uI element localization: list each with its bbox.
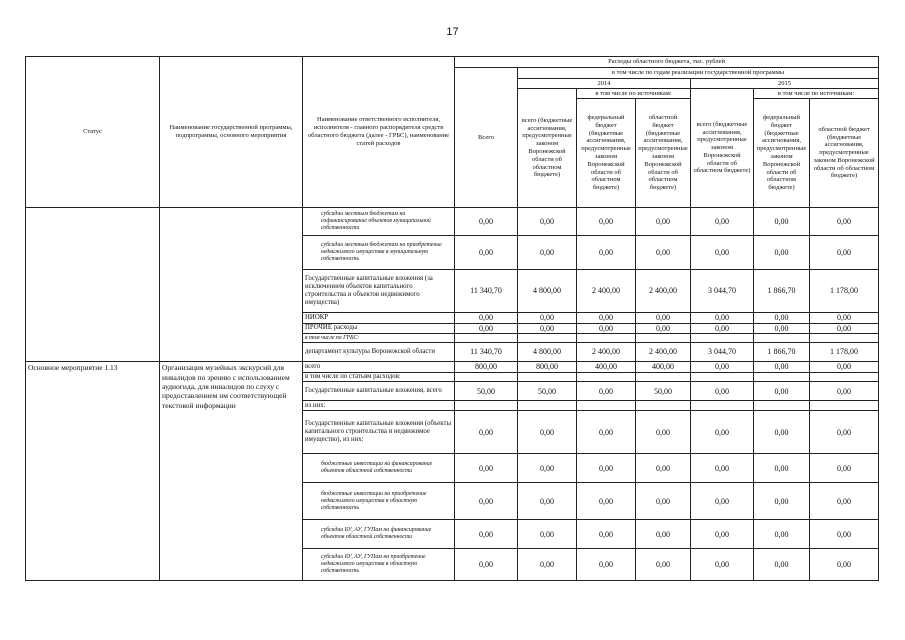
cell-y1-total: 50,00 (518, 382, 577, 401)
cell-total: 800,00 (455, 362, 518, 373)
cell-y1-total: 0,00 (518, 313, 577, 324)
cell-y1-total (518, 401, 577, 411)
cell-y1-regional: 0,00 (636, 208, 691, 236)
cell-y1-regional (636, 334, 691, 343)
cell-y2-federal: 0,00 (754, 362, 810, 373)
cell-y2-total: 0,00 (691, 520, 754, 549)
header-year-2015: 2015 (691, 79, 879, 89)
cell-y1-regional: 2 400,00 (636, 343, 691, 362)
cell-total (455, 373, 518, 382)
cell-total: 0,00 (455, 323, 518, 334)
cell-y2-regional: 1 178,00 (810, 270, 879, 313)
header-year2-regional: областной бюджет (бюджетные ассигнования, предусмотренные законом Воронежской области об областном бюджете) (810, 99, 879, 208)
cell-y1-federal: 0,00 (577, 454, 636, 483)
cell-y2-federal: 0,00 (754, 236, 810, 270)
program-cell-continued (160, 208, 303, 362)
cell-y2-total: 0,00 (691, 362, 754, 373)
cell-y2-total: 0,00 (691, 411, 754, 454)
header-executor: Наименование ответственного исполнителя, исполнителя - главного распорядителя средств областного бюджета (далее - ГРБС), наименование статей расходов (303, 57, 455, 208)
cell-y1-federal: 400,00 (577, 362, 636, 373)
header-year1-total: всего (бюджетные ассигнования, предусмотренные законом Воронежской области об областном бюджете) (518, 89, 577, 208)
cell-total (455, 401, 518, 411)
cell-y1-total: 0,00 (518, 483, 577, 520)
row-label: всего (303, 362, 455, 373)
cell-y2-regional: 0,00 (810, 208, 879, 236)
header-year2-total: всего (бюджетные ассигнования, предусмотренные законом Воронежской области об областном бюджете) (691, 89, 754, 208)
row-label: субсидии БУ, АУ, ГУПам на финансирование объектов областной собственности (303, 520, 455, 549)
cell-y1-total: 0,00 (518, 411, 577, 454)
cell-y1-total: 0,00 (518, 208, 577, 236)
cell-y2-regional: 0,00 (810, 411, 879, 454)
cell-y2-regional (810, 373, 879, 382)
cell-y1-federal: 0,00 (577, 323, 636, 334)
cell-y2-total: 0,00 (691, 236, 754, 270)
cell-total: 0,00 (455, 549, 518, 581)
cell-y2-federal: 0,00 (754, 323, 810, 334)
cell-y2-federal: 0,00 (754, 454, 810, 483)
cell-y1-regional: 0,00 (636, 549, 691, 581)
cell-y1-total: 0,00 (518, 549, 577, 581)
row-label: в том числе по статьям расходов: (303, 373, 455, 382)
row-label: Государственные капитальные вложения (объекты капитального строительства и недвижимое имущество), из них: (303, 411, 455, 454)
event-name: Организация музейных экскурсий для инвалидов по зрению с использованием аудиогида, для инвалидов по слуху с предоставлением им соответствующей текстовой информации (160, 362, 303, 581)
cell-y1-total: 800,00 (518, 362, 577, 373)
cell-y2-total: 0,00 (691, 454, 754, 483)
cell-y1-total (518, 334, 577, 343)
cell-y2-federal: 1 866,70 (754, 270, 810, 313)
page-number: 17 (446, 26, 459, 38)
row-label: бюджетные инвестиции на финансирование объектов областной собственности (303, 454, 455, 483)
header-status: Статус (26, 57, 160, 208)
cell-total: 0,00 (455, 208, 518, 236)
cell-y1-regional: 50,00 (636, 382, 691, 401)
header-program-name: Наименование государственной программы, подпрограммы, основного мероприятия (160, 57, 303, 208)
event-status: Основное мероприятие 1.13 (26, 362, 160, 581)
cell-y2-total: 0,00 (691, 549, 754, 581)
cell-y2-total (691, 401, 754, 411)
cell-y2-regional: 0,00 (810, 382, 879, 401)
cell-y1-federal: 0,00 (577, 382, 636, 401)
cell-y2-federal: 0,00 (754, 382, 810, 401)
header-total: Всего (455, 68, 518, 208)
cell-y1-total: 0,00 (518, 454, 577, 483)
cell-total (455, 334, 518, 343)
cell-total: 0,00 (455, 454, 518, 483)
cell-y2-regional: 0,00 (810, 236, 879, 270)
cell-y2-federal: 0,00 (754, 520, 810, 549)
cell-y2-total: 0,00 (691, 382, 754, 401)
cell-total: 0,00 (455, 411, 518, 454)
cell-y2-total: 0,00 (691, 208, 754, 236)
cell-y2-federal: 0,00 (754, 208, 810, 236)
cell-y1-federal (577, 334, 636, 343)
cell-y2-federal: 0,00 (754, 313, 810, 324)
row-label: из них: (303, 401, 455, 411)
cell-y1-regional: 0,00 (636, 454, 691, 483)
cell-total: 11 340,70 (455, 343, 518, 362)
cell-y1-federal: 0,00 (577, 411, 636, 454)
row-label: Государственные капитальные вложения (за исключением объектов капитального строительства и объектов недвижимого имущества) (303, 270, 455, 313)
cell-y2-federal: 1 866,70 (754, 343, 810, 362)
cell-y1-regional (636, 401, 691, 411)
cell-y2-total: 3 044,70 (691, 270, 754, 313)
cell-y1-federal: 0,00 (577, 520, 636, 549)
cell-y1-total: 0,00 (518, 323, 577, 334)
cell-y2-total (691, 373, 754, 382)
cell-y2-federal (754, 401, 810, 411)
row-label: департамент культуры Воронежской области (303, 343, 455, 362)
cell-y1-total: 0,00 (518, 520, 577, 549)
cell-y1-regional: 0,00 (636, 520, 691, 549)
cell-y2-regional: 0,00 (810, 549, 879, 581)
cell-y2-federal: 0,00 (754, 411, 810, 454)
cell-y2-total: 0,00 (691, 323, 754, 334)
cell-total: 0,00 (455, 313, 518, 324)
status-cell-continued (26, 208, 160, 362)
row-label: субсидии БУ, АУ, ГУПам на приобретение недвижимого имущества в областную собственность (303, 549, 455, 581)
row-label: ПРОЧИЕ расходы (303, 323, 455, 334)
cell-y2-total: 0,00 (691, 313, 754, 324)
cell-y1-total (518, 373, 577, 382)
budget-table (25, 56, 879, 581)
cell-y2-regional: 0,00 (810, 520, 879, 549)
cell-y1-regional (636, 373, 691, 382)
header-year1-sources: в том числе по источникам: (577, 89, 691, 99)
cell-y2-total: 0,00 (691, 483, 754, 520)
cell-y2-federal: 0,00 (754, 483, 810, 520)
cell-y1-total: 0,00 (518, 236, 577, 270)
cell-y1-federal (577, 373, 636, 382)
cell-y2-regional: 0,00 (810, 454, 879, 483)
header-expenses: Расходы областного бюджета, тыс. рублей (455, 57, 879, 68)
cell-y1-federal: 0,00 (577, 549, 636, 581)
cell-y1-regional: 0,00 (636, 323, 691, 334)
cell-y2-total: 3 044,70 (691, 343, 754, 362)
header-by-years: в том числе по годам реализации государственной программы (518, 68, 879, 79)
cell-y2-regional: 1 178,00 (810, 343, 879, 362)
cell-y1-federal: 0,00 (577, 483, 636, 520)
cell-y2-regional: 0,00 (810, 362, 879, 373)
cell-y1-federal (577, 401, 636, 411)
header-year1-regional: областной бюджет (бюджетные ассигнования, предусмотренные законом Воронежской области об областном бюджете) (636, 99, 691, 208)
cell-y2-federal (754, 334, 810, 343)
cell-total: 0,00 (455, 236, 518, 270)
cell-y1-federal: 0,00 (577, 313, 636, 324)
cell-y1-federal: 2 400,00 (577, 270, 636, 313)
cell-y1-federal: 0,00 (577, 236, 636, 270)
row-label: субсидии местным бюджетам на софинансирование объектов муниципальной собственности (303, 208, 455, 236)
cell-y2-regional (810, 401, 879, 411)
cell-total: 0,00 (455, 520, 518, 549)
header-year1-federal: федеральный бюджет (бюджетные ассигнования, предусмотренные законом Воронежской области об областном бюджете) (577, 99, 636, 208)
cell-y1-regional: 0,00 (636, 483, 691, 520)
cell-y1-regional: 0,00 (636, 411, 691, 454)
cell-total: 11 340,70 (455, 270, 518, 313)
row-label: Государственные капитальные вложения, всего (303, 382, 455, 401)
cell-y2-federal: 0,00 (754, 549, 810, 581)
cell-y2-regional: 0,00 (810, 313, 879, 324)
row-label: в том числе по ГРБС: (303, 334, 455, 343)
cell-y1-regional: 400,00 (636, 362, 691, 373)
row-label: НИОКР (303, 313, 455, 324)
cell-y1-federal: 0,00 (577, 208, 636, 236)
row-label: бюджетные инвестиции на приобретение недвижимого имущества в областную собственность (303, 483, 455, 520)
cell-y2-regional: 0,00 (810, 323, 879, 334)
header-year2-federal: федеральный бюджет (бюджетные ассигнования, предусмотренные законом Воронежской области об областном бюджете) (754, 99, 810, 208)
cell-y2-regional: 0,00 (810, 483, 879, 520)
header-year-2014: 2014 (518, 79, 691, 89)
cell-total: 50,00 (455, 382, 518, 401)
cell-total: 0,00 (455, 483, 518, 520)
cell-y1-regional: 0,00 (636, 313, 691, 324)
cell-y1-regional: 2 400,00 (636, 270, 691, 313)
cell-y1-regional: 0,00 (636, 236, 691, 270)
cell-y1-federal: 2 400,00 (577, 343, 636, 362)
cell-y1-total: 4 800,00 (518, 270, 577, 313)
cell-y1-total: 4 800,00 (518, 343, 577, 362)
cell-y2-federal (754, 373, 810, 382)
cell-y2-total (691, 334, 754, 343)
header-year2-sources: в том числе по источникам: (754, 89, 879, 99)
cell-y2-regional (810, 334, 879, 343)
row-label: субсидии местным бюджетам на приобретение недвижимого имущества в муниципальную собственность (303, 236, 455, 270)
